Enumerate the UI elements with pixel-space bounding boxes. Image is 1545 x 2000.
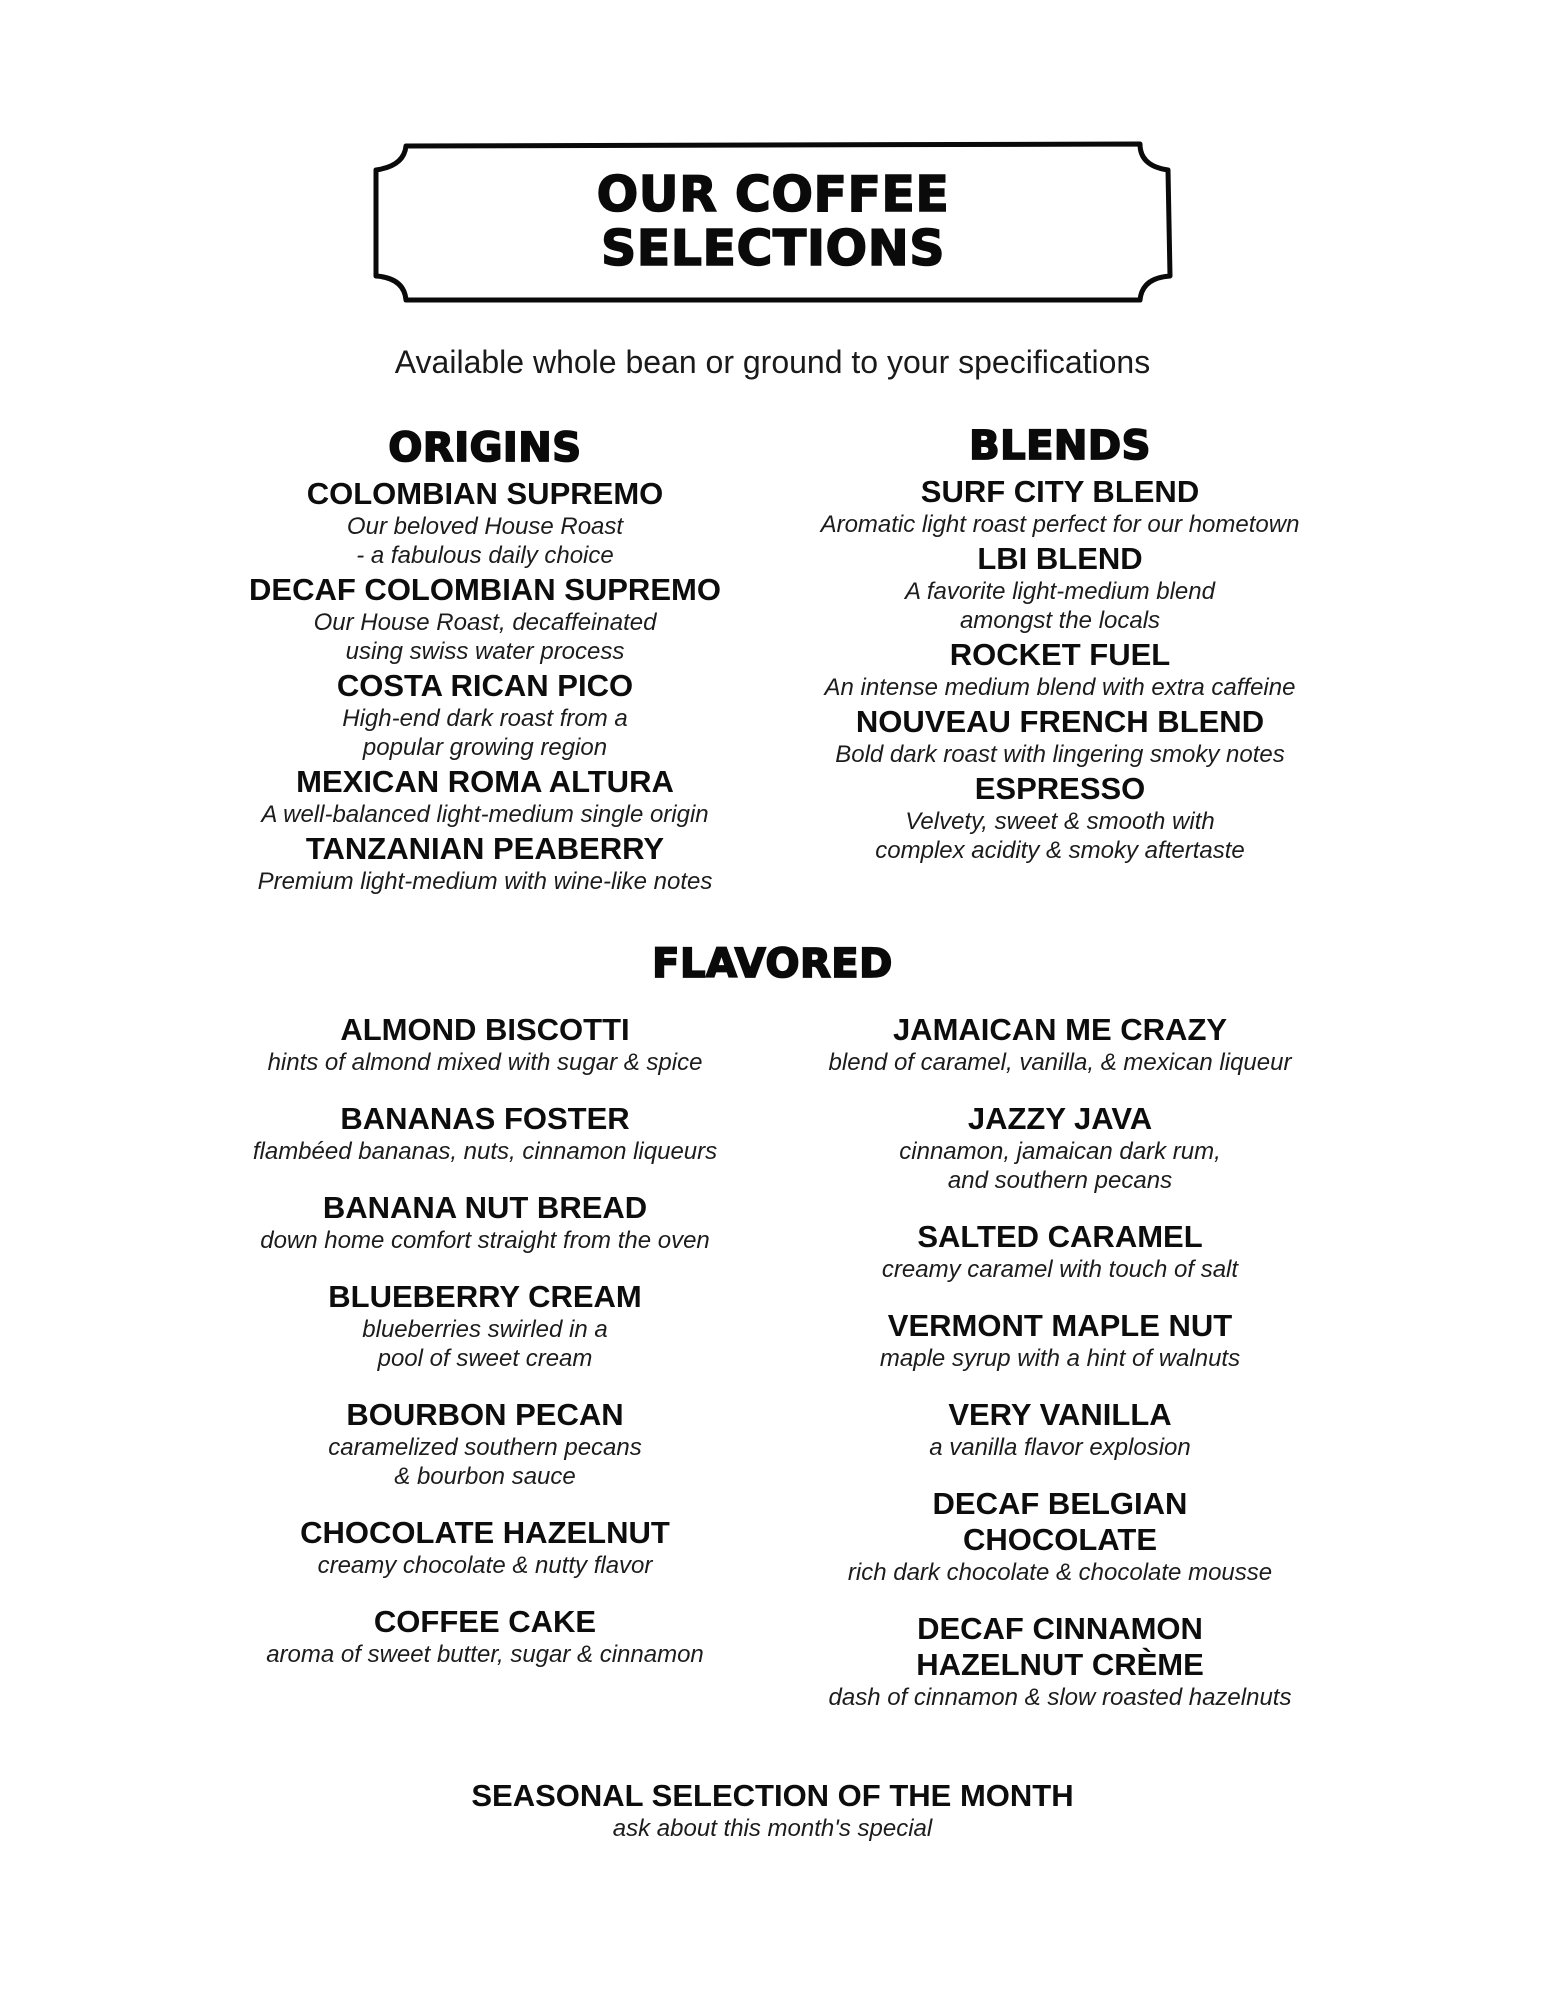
- blend-item: [770, 474, 1350, 539]
- item-desc: dash of cinnamon & slow roasted hazelnuts: [828, 1684, 1292, 1711]
- item-desc: complex acidity & smoky aftertaste: [875, 837, 1245, 864]
- flavor-item: [770, 1012, 1350, 1077]
- blends-section: [770, 422, 1350, 865]
- item-desc: A well-balanced light-medium single origin: [261, 801, 709, 828]
- item-name: SURF CITY BLEND: [920, 474, 1200, 509]
- flavor-item: [770, 1101, 1350, 1195]
- title-banner: [370, 138, 1176, 308]
- item-name: JAMAICAN ME CRAZY: [892, 1012, 1228, 1047]
- blend-item: [770, 771, 1350, 865]
- flavor-item: [195, 1190, 775, 1255]
- origin-item: [195, 831, 775, 896]
- item-desc: An intense medium blend with extra caffeine: [824, 674, 1296, 701]
- item-desc: Aromatic light roast perfect for our hometown: [820, 511, 1300, 538]
- item-desc: caramelized southern pecans: [328, 1434, 642, 1461]
- flavor-item: [770, 1219, 1350, 1284]
- item-desc: creamy chocolate & nutty flavor: [317, 1552, 653, 1579]
- item-name: BLUEBERRY CREAM: [328, 1279, 642, 1314]
- blend-item: [770, 704, 1350, 769]
- origin-item: [195, 668, 775, 762]
- item-name: VERMONT MAPLE NUT: [887, 1308, 1233, 1343]
- item-desc: blueberries swirled in a: [362, 1316, 608, 1343]
- origins-heading: ORIGINS: [388, 425, 582, 471]
- item-name: JAZZY JAVA: [967, 1101, 1153, 1136]
- flavor-item: [195, 1101, 775, 1166]
- item-name: MEXICAN ROMA ALTURA: [296, 764, 674, 799]
- item-name: BANANA NUT BREAD: [322, 1190, 648, 1225]
- item-desc: and southern pecans: [947, 1167, 1173, 1194]
- item-desc: rich dark chocolate & chocolate mousse: [847, 1559, 1273, 1586]
- item-desc: maple syrup with a hint of walnuts: [879, 1345, 1241, 1372]
- origin-item: [195, 572, 775, 666]
- item-desc: popular growing region: [362, 734, 608, 761]
- flavored-heading-wrap: [0, 940, 1545, 988]
- flavor-item: [770, 1611, 1350, 1712]
- item-name: VERY VANILLA: [948, 1397, 1172, 1432]
- item-desc: aroma of sweet butter, sugar & cinnamon: [266, 1641, 704, 1668]
- item-name: DECAF CINNAMON: [917, 1611, 1203, 1646]
- item-desc: A favorite light-medium blend: [905, 578, 1215, 605]
- seasonal-name: SEASONAL SELECTION OF THE MONTH: [471, 1778, 1074, 1813]
- item-name: COLOMBIAN SUPREMO: [306, 476, 664, 511]
- flavor-item: [195, 1279, 775, 1373]
- item-desc: Our beloved House Roast: [346, 513, 624, 540]
- page-title-line-2: SELECTIONS: [600, 220, 946, 277]
- flavor-item: [195, 1604, 775, 1669]
- item-desc: hints of almond mixed with sugar & spice: [267, 1049, 703, 1076]
- page-title: [370, 168, 1176, 276]
- item-name: ESPRESSO: [974, 771, 1146, 806]
- item-desc: a vanilla flavor explosion: [929, 1434, 1191, 1461]
- item-desc: - a fabulous daily choice: [356, 542, 614, 569]
- origins-section: [195, 424, 775, 896]
- flavor-item: [770, 1397, 1350, 1462]
- item-name: COFFEE CAKE: [373, 1604, 597, 1639]
- flavor-item: [770, 1486, 1350, 1587]
- item-name: BANANAS FOSTER: [340, 1101, 630, 1136]
- flavor-item: [195, 1515, 775, 1580]
- subtitle: Available whole bean or ground to your specifications: [394, 344, 1151, 380]
- item-desc: Premium light-medium with wine-like notes: [257, 868, 713, 895]
- flavor-item: [770, 1308, 1350, 1373]
- blends-heading: BLENDS: [969, 423, 1151, 469]
- item-desc: Velvety, sweet & smooth with: [905, 808, 1215, 835]
- item-desc: High-end dark roast from a: [342, 705, 628, 732]
- item-name: COSTA RICAN PICO: [336, 668, 634, 703]
- flavor-item: [195, 1012, 775, 1077]
- page-title-line-1: OUR COFFEE: [596, 166, 950, 223]
- item-desc: & bourbon sauce: [394, 1463, 576, 1490]
- blend-item: [770, 541, 1350, 635]
- item-name: CHOCOLATE: [962, 1522, 1158, 1557]
- item-name: NOUVEAU FRENCH BLEND: [855, 704, 1265, 739]
- item-name: SALTED CARAMEL: [917, 1219, 1203, 1254]
- item-desc: blend of caramel, vanilla, & mexican liqueur: [828, 1049, 1292, 1076]
- flavor-item: [195, 1397, 775, 1491]
- origin-item: [195, 764, 775, 829]
- item-desc: pool of sweet cream: [377, 1345, 593, 1372]
- item-desc: using swiss water process: [345, 638, 625, 665]
- item-desc: cinnamon, jamaican dark rum,: [899, 1138, 1221, 1165]
- seasonal-desc: ask about this month's special: [612, 1815, 933, 1842]
- item-desc: Our House Roast, decaffeinated: [313, 609, 657, 636]
- item-name: DECAF COLOMBIAN SUPREMO: [249, 572, 721, 607]
- item-name: ALMOND BISCOTTI: [340, 1012, 630, 1047]
- item-name: HAZELNUT CRÈME: [916, 1647, 1204, 1682]
- item-name: ROCKET FUEL: [949, 637, 1171, 672]
- item-desc: flambéed bananas, nuts, cinnamon liqueurs: [252, 1138, 718, 1165]
- item-name: TANZANIAN PEABERRY: [305, 831, 665, 866]
- flavored-right-column: [770, 1012, 1350, 1736]
- item-desc: amongst the locals: [959, 607, 1161, 634]
- origin-item: [195, 476, 775, 570]
- item-name: LBI BLEND: [977, 541, 1143, 576]
- item-name: DECAF BELGIAN: [932, 1486, 1188, 1521]
- item-name: CHOCOLATE HAZELNUT: [300, 1515, 670, 1550]
- blend-item: [770, 637, 1350, 702]
- seasonal-section: [0, 1778, 1545, 1843]
- item-name: BOURBON PECAN: [346, 1397, 624, 1432]
- flavored-heading: FLAVORED: [652, 941, 893, 987]
- item-desc: Bold dark roast with lingering smoky notes: [835, 741, 1285, 768]
- item-desc: creamy caramel with touch of salt: [881, 1256, 1239, 1283]
- flavored-left-column: [195, 1012, 775, 1693]
- item-desc: down home comfort straight from the oven: [260, 1227, 710, 1254]
